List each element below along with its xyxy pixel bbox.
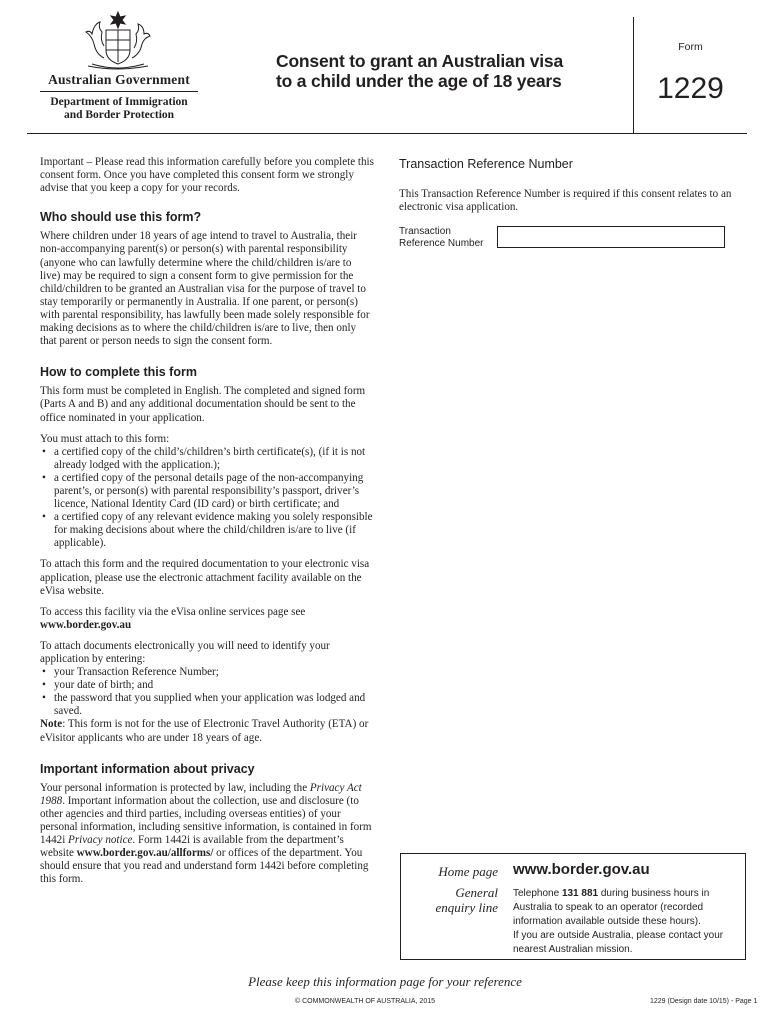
contact-box xyxy=(400,853,746,960)
page-header xyxy=(0,0,770,134)
trn-description: This Transaction Reference Number is required if this consent relates to an electronic visa application. xyxy=(399,188,732,214)
evisa-text: To attach this form and the required documentation to your electronic visa application, please use the electronic attachment facility available on the eVisa website. xyxy=(40,558,370,597)
privacy-text-b: . Important information about the collection, use and disclosure (to other agencies and third parties, including overseas entities) of your personal information, including sensitive information, is contained in form 1442i xyxy=(40,794,372,847)
form-number-box xyxy=(633,17,747,133)
list-item: • the password that you supplied when your application was lodged and saved. xyxy=(40,692,374,718)
telephone-number: 131 881 xyxy=(561,888,599,899)
list-item: • a certified copy of the personal details page of the non-accompanying parent’s, or person(s) with parental responsibility’s passport, driver’s licence, National Identity Card (ID card) or birth certificate; and xyxy=(40,472,374,511)
telephone-info xyxy=(513,887,738,929)
trn-field-label xyxy=(399,226,495,250)
transaction-reference-number-input[interactable] xyxy=(497,226,725,248)
telephone-prefix: Telephone xyxy=(513,888,562,899)
privacy-text-a: Your personal information is protected by law, including the xyxy=(40,781,310,794)
access-text-body: To access this facility via the eVisa online services page see xyxy=(40,605,306,618)
home-page-label: Home page xyxy=(438,864,498,879)
home-page-link[interactable]: www.border.gov.au xyxy=(513,861,650,878)
access-text xyxy=(40,606,374,632)
outside-australia-info: If you are outside Australia, please contact your nearest Australian mission. xyxy=(513,930,724,955)
telephone-suffix: during business hours in Australia to speak to an operator (recorded information available outside these hours). xyxy=(513,888,710,927)
department-name xyxy=(40,96,198,122)
divider xyxy=(40,91,198,92)
page-title xyxy=(276,51,606,91)
left-column xyxy=(40,156,374,887)
list-item: • your date of birth; and xyxy=(40,679,374,692)
identify-text: To attach documents electronically you will need to identify your application by entering: xyxy=(40,639,330,665)
header-divider xyxy=(27,133,747,134)
form-label: Form xyxy=(678,41,703,53)
department-line-2: and Border Protection xyxy=(63,109,175,121)
note xyxy=(40,718,374,744)
identify-list xyxy=(40,666,374,718)
privacy-notice: Privacy notice xyxy=(68,834,133,847)
list-item: • your Transaction Reference Number; xyxy=(40,666,374,679)
government-name: Australian Government xyxy=(48,72,190,87)
attach-intro: You must attach to this form: xyxy=(40,432,170,445)
title-line-2: to a child under the age of 18 years xyxy=(276,71,562,91)
important-notice: Important – Please read this information carefully before you complete this consent form. Once you have completed this consent form we strongly advise that you keep a copy for your records. xyxy=(40,156,374,195)
title-line-1: Consent to grant an Australian visa xyxy=(276,51,563,71)
page-reference: 1229 (Design date 10/15) - Page 1 xyxy=(650,998,758,1005)
allforms-link[interactable]: www.border.gov.au/allforms/ xyxy=(76,847,214,860)
trn-heading: Transaction Reference Number xyxy=(399,157,573,171)
enquiry-label-line-2: enquiry line xyxy=(435,900,498,915)
trn-label-line-2: Reference Number xyxy=(399,238,484,249)
enquiry-label xyxy=(401,885,498,915)
department-line-1: Department of Immigration xyxy=(50,96,188,108)
privacy-text-c: . Form 1442i is available from the department’s website xyxy=(40,834,344,860)
enquiry-label-line-1: General xyxy=(455,885,498,900)
copyright: © COMMONWEALTH OF AUSTRALIA, 2015 xyxy=(295,998,435,1005)
footer-note: Please keep this information page for your reference xyxy=(248,974,522,989)
how-text: This form must be completed in English. The completed and signed form (Parts A and B) and any additional documentation should be sent to the office nominated in your application. xyxy=(40,385,366,424)
how-heading: How to complete this form xyxy=(40,365,197,380)
list-item: • a certified copy of any relevant evidence making you solely responsible for making decisions about where the child/children is/are to live (if applicable). xyxy=(40,511,374,550)
note-label: Note xyxy=(40,718,63,731)
enquiry-text xyxy=(513,887,738,957)
note-text: : This form is not for the use of Electronic Travel Authority (ETA) or eVisitor applicants who are under 18 years of age. xyxy=(40,718,369,744)
privacy-text-d: or offices of the department. You should ensure that you read and understand form 1442i before completing this form. xyxy=(40,847,369,886)
privacy-act: Privacy Act 1988 xyxy=(40,781,362,807)
attach-list xyxy=(40,446,374,551)
privacy-text xyxy=(40,782,374,887)
who-heading: Who should use this form? xyxy=(40,210,202,225)
coat-of-arms-logo xyxy=(78,10,158,72)
form-number: 1229 xyxy=(657,72,724,105)
who-text: Where children under 18 years of age intend to travel to Australia, their non-accompanying parent(s) or person(s) with parental responsibility (anyone who can lawfully determine where the child/children is/are to live) may be required to sign a consent form to give permission for the child/children to be granted an Australian visa for the purpose of travel to stay temporarily or permanently in Australia. If one parent, or person(s) with parental responsibility, has lawfully been made solely responsible for making decisions as to where the child/children is/are to live, then only that parent or person needs to sign the consent form. xyxy=(40,230,370,348)
privacy-heading: Important information about privacy xyxy=(40,761,255,776)
trn-label-line-1: Transaction xyxy=(399,226,451,237)
list-item: • a certified copy of the child’s/children’s birth certificate(s), (if it is not already lodged with the application.); xyxy=(40,446,374,472)
border-website-link[interactable]: www.border.gov.au xyxy=(40,618,132,631)
